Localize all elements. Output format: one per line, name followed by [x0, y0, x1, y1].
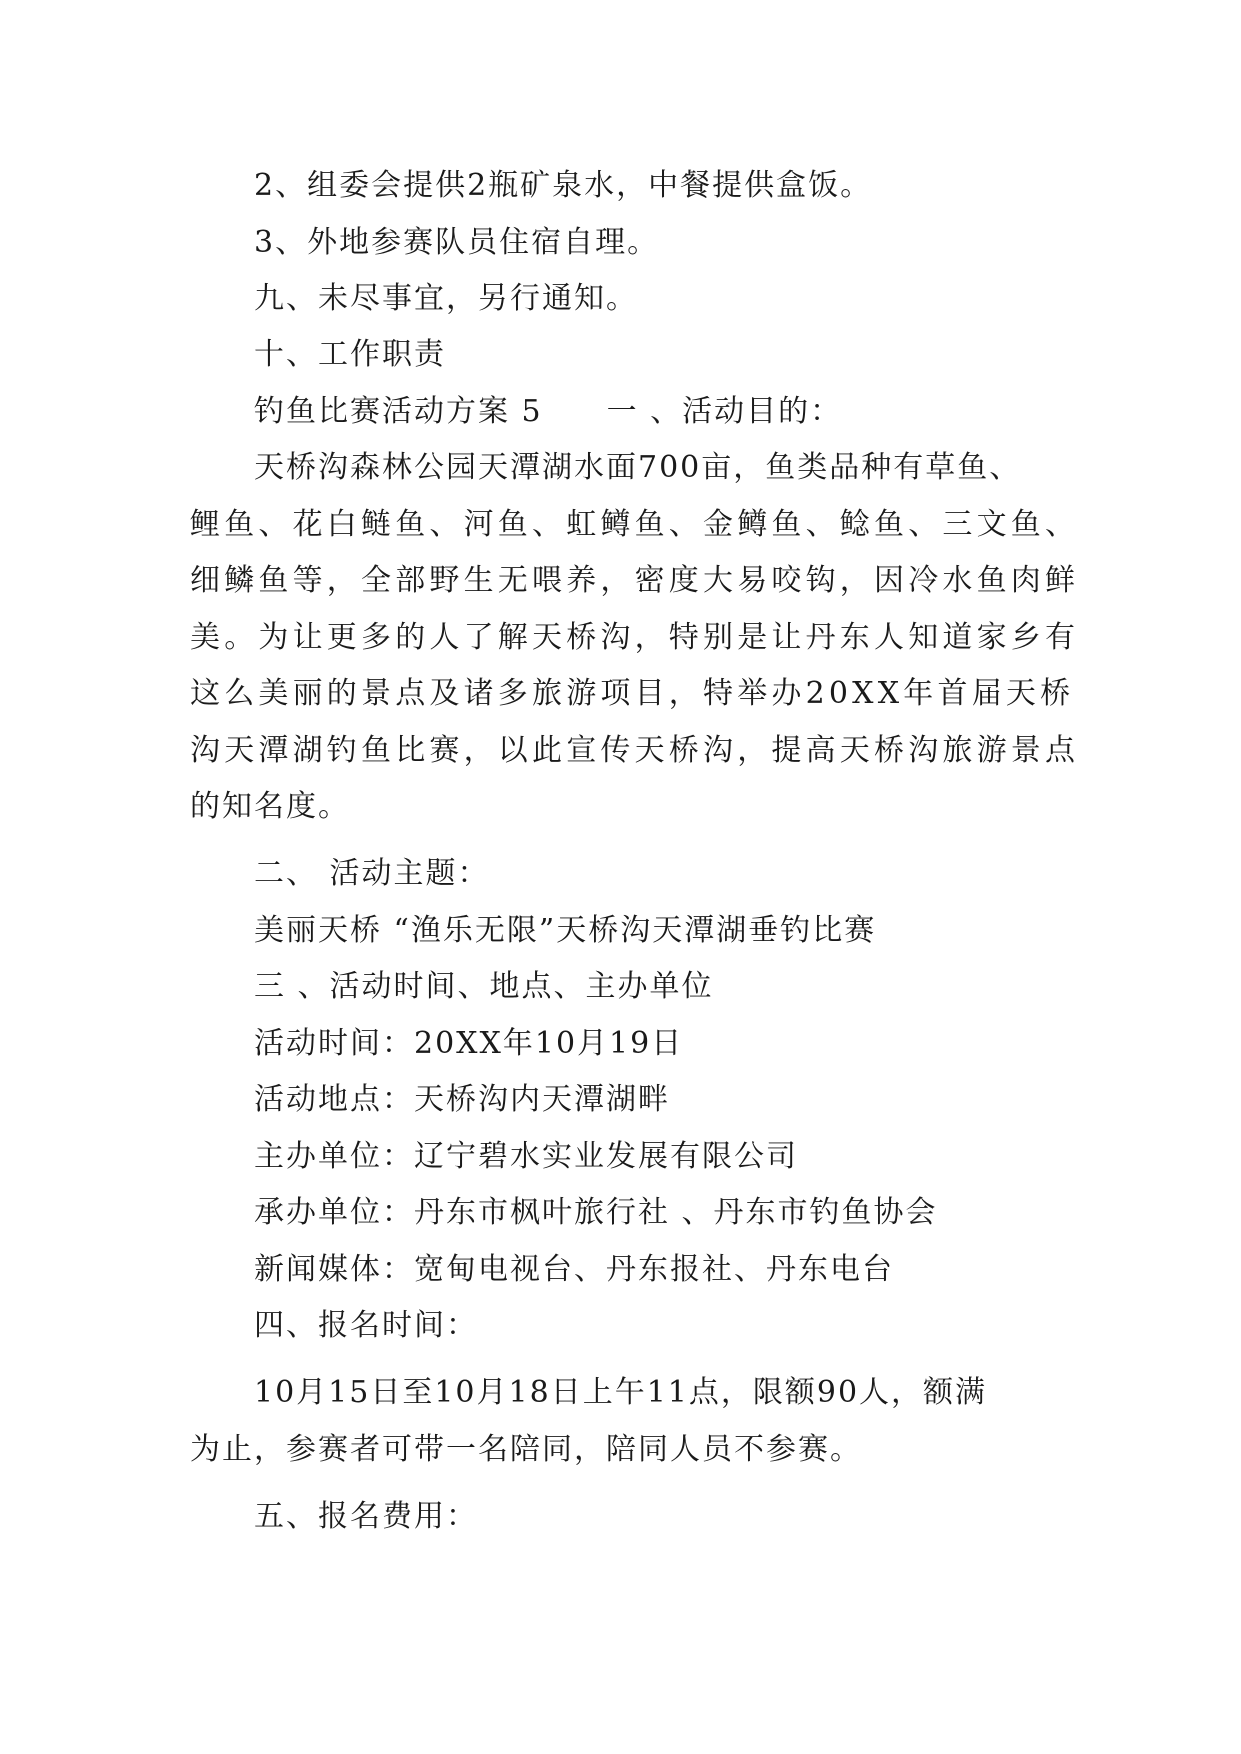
section-heading: 五、报名费用： [254, 1499, 478, 1534]
text-line: 活动时间：20XX年10月19日 [254, 1026, 684, 1061]
text-line: 沟天潭湖钓鱼比赛，以此宣传天桥沟，提高天桥沟旅游景点 [190, 733, 1080, 768]
text-line: 活动地点：天桥沟内天潭湖畔 [254, 1082, 670, 1117]
text-line: 承办单位：丹东市枫叶旅行社 、丹东市钓鱼协会 [254, 1195, 938, 1230]
text-line: 十、工作职责 [254, 337, 446, 372]
text-line: 细鳞鱼等，全部野生无喂养，密度大易咬钩，因冷水鱼肉鲜 [190, 563, 1080, 598]
section-heading: 钓鱼比赛活动方案 5 一 、活动目的： [254, 394, 843, 429]
section-heading: 四、报名时间： [254, 1308, 478, 1343]
text-line: 美。为让更多的人了解天桥沟，特别是让丹东人知道家乡有 [190, 620, 1080, 655]
section-heading: 二、 活动主题： [254, 856, 490, 891]
text-line: 为止，参赛者可带一名陪同，陪同人员不参赛。 [190, 1432, 862, 1467]
text-line: 九、未尽事宜，另行通知。 [254, 281, 638, 316]
section-heading: 三 、活动时间、地点、主办单位 [254, 969, 714, 1004]
text-line: 这么美丽的景点及诸多旅游项目，特举办20XX年首届天桥 [190, 676, 1075, 711]
text-line: 10月15日至10月18日上午11点，限额90人，额满 [254, 1375, 988, 1410]
text-line: 3、外地参赛队员住宿自理。 [254, 225, 660, 260]
text-line: 鲤鱼、花白鲢鱼、河鱼、虹鳟鱼、金鳟鱼、鲶鱼、三文鱼、 [190, 507, 1080, 542]
text-line: 新闻媒体：宽甸电视台、丹东报社、丹东电台 [254, 1252, 894, 1287]
text-line: 的知名度。 [190, 789, 350, 824]
text-line: 主办单位：辽宁碧水实业发展有限公司 [254, 1139, 798, 1174]
text-line: 天桥沟森林公园天潭湖水面700亩，鱼类品种有草鱼、 [254, 450, 1022, 485]
text-line: 美丽天桥 “渔乐无限”天桥沟天潭湖垂钓比赛 [254, 913, 877, 948]
text-line: 2、组委会提供2瓶矿泉水，中餐提供盒饭。 [254, 168, 873, 203]
